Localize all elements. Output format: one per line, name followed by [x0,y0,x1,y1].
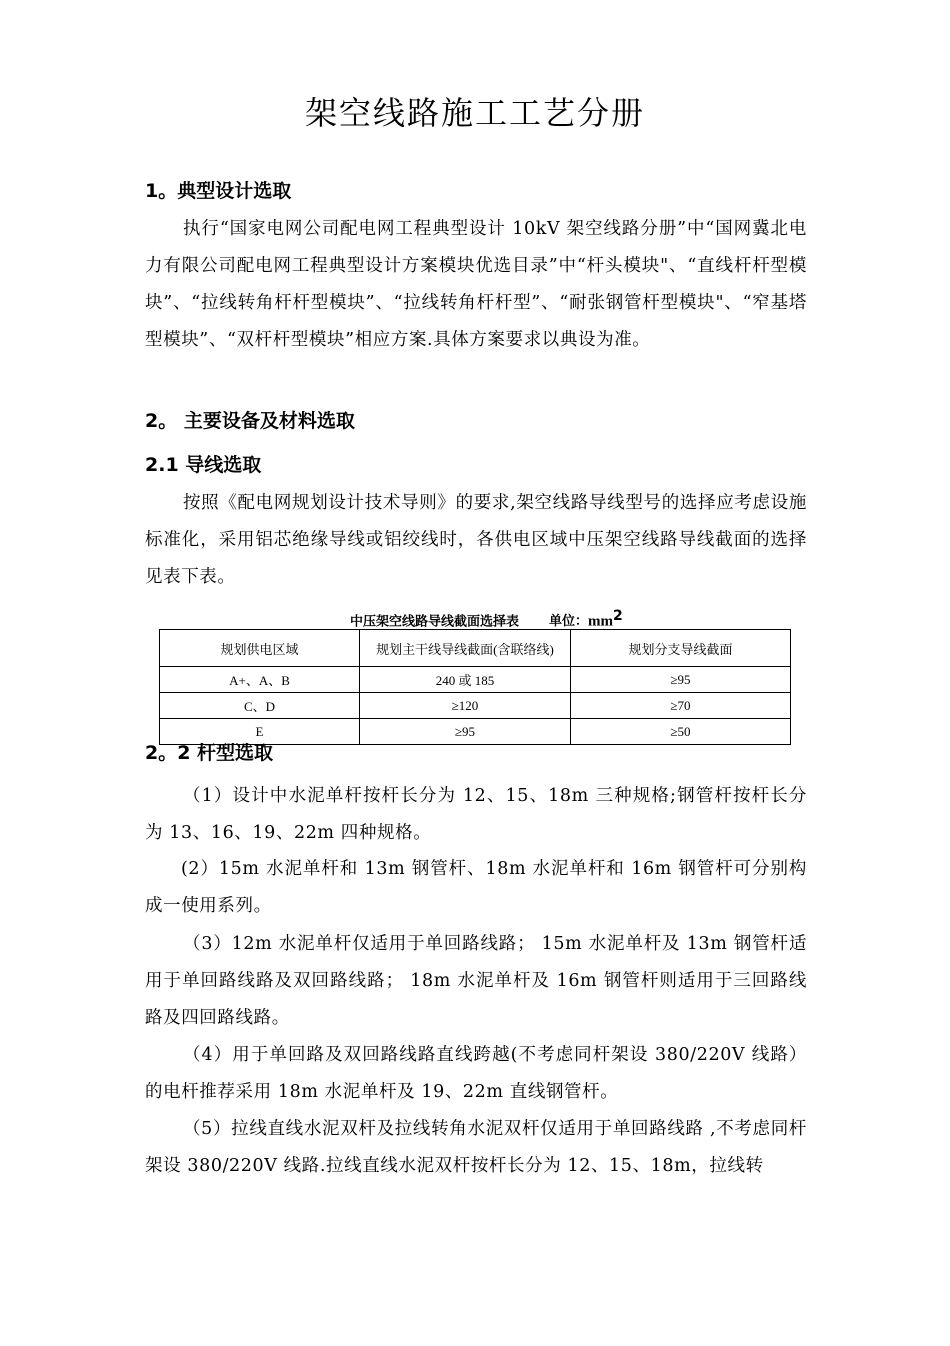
table-header-cell: 规划主干线导线截面(含联络线) [360,630,571,667]
section-2-2-heading: 2。2 杆型选取 [145,742,274,764]
table-cell: ≥50 [571,719,791,745]
conductor-section-table [159,629,791,745]
table-cell: A+、A、B [160,667,360,693]
table-unit-value: mm [588,613,614,630]
table-cell: ≥120 [360,693,571,719]
table-row [160,667,791,693]
document-title: 架空线路施工工艺分册 [304,94,645,132]
table-unit-exponent: 2 [613,608,623,624]
table-caption [350,608,623,630]
table-cell: E [160,719,360,745]
table-caption-title: 中压架空线路导线截面选择表 [350,614,520,630]
section-1-heading: 1。典型设计选取 [145,180,292,202]
table-cell: ≥95 [360,719,571,745]
section-2-2-paragraph-2: (2）15m 水泥单杆和 13m 钢管杆、18m 水泥单杆和 16m 钢管杆可分别构成一使用系列。 [145,859,807,916]
table-cell: C、D [160,693,360,719]
table-cell: ≥95 [571,667,791,693]
section-2-2-paragraph-1: （1）设计中水泥单杆按杆长分为 12、15、18m 三种规格;钢管杆按杆长分为 13、16、19、22m 四种规格。 [145,786,807,843]
table-row [160,693,791,719]
section-2-1-heading: 2.1 导线选取 [145,454,262,476]
table-header-row [160,630,791,667]
table-cell: ≥70 [571,693,791,719]
section-1-paragraph: 执行“国家电网公司配电网工程典型设计 10kV 架空线路分册”中“国网冀北电力有限公司配电网工程典型设计方案模块优选目录”中“杆头模块"、“直线杆杆型模块”、“拉线转角杆杆型模块”、“拉线转角杆杆型”、“耐张钢管杆型模块"、“窄基塔型模块”、“双杆杆型模块”相应方案.具体方案要求以典设为准。 [145,219,807,350]
section-2-heading: 2。 主要设备及材料选取 [145,410,355,432]
section-2-2-paragraph-4: （4）用于单回路及双回路线路直线跨越(不考虑同杆架设 380/220V 线路）的电杆推荐采用 18m 水泥单杆及 19、22m 直线钢管杆。 [145,1045,807,1102]
table-cell: 240 或 185 [360,667,571,693]
section-2-2-paragraph-5: （5）拉线直线水泥双杆及拉线转角水泥双杆仅适用于单回路线路 ,不考虑同杆架设 380/220V 线路.拉线直线水泥双杆按杆长分为 12、15、18m，拉线转 [145,1119,807,1176]
section-2-2-paragraph-3: （3）12m 水泥单杆仅适用于单回路线路； 15m 水泥单杆及 13m 钢管杆适用于单回路线路及双回路线路； 18m 水泥单杆及 16m 钢管杆则适用于三回路线路及四回路线路。 [145,934,807,1028]
table-header-cell: 规划供电区域 [160,630,360,667]
table-header-cell: 规划分支导线截面 [571,630,791,667]
section-2-1-paragraph: 按照《配电网规划设计技术导则》的要求,架空线路导线型号的选择应考虑设施标准化，采用铝芯绝缘导线或铝绞线时，各供电区域中压架空线路导线截面的选择见表下表。 [145,493,807,587]
table-unit-label: 单位： [549,614,589,630]
